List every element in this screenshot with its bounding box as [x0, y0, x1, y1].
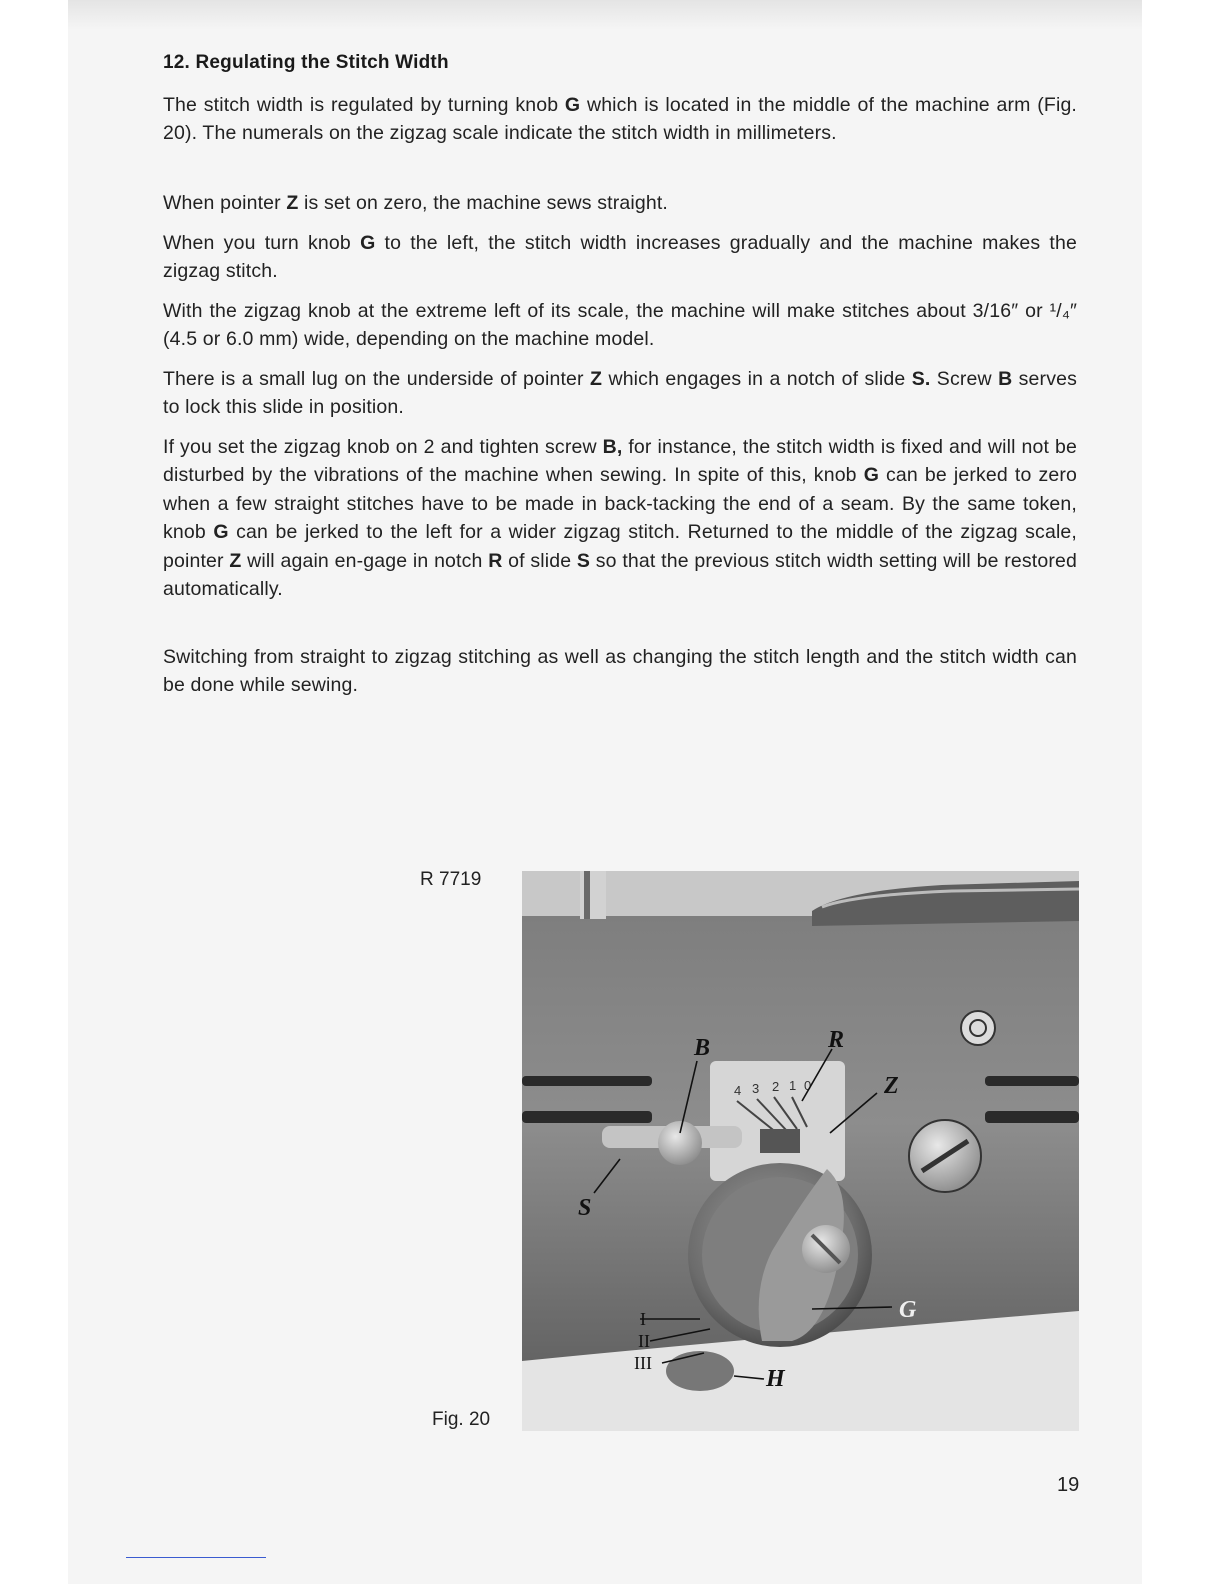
callout-iii: III — [634, 1353, 652, 1373]
scale-numeral-3: 3 — [752, 1081, 760, 1096]
scale-numeral-2: 2 — [772, 1079, 780, 1094]
screw-b — [658, 1121, 702, 1165]
paragraph: When pointer Z is set on zero, the machine sews straight. — [163, 192, 668, 214]
callout-h: H — [766, 1366, 785, 1392]
scale-numeral-4: 4 — [734, 1083, 742, 1098]
scale-numeral-0: 0 — [804, 1078, 812, 1093]
callout-i: I — [640, 1309, 646, 1329]
callout-g: G — [899, 1297, 917, 1323]
paragraph: Switching from straight to zigzag stitching as well as changing the stitch length and the stitch width can be done while sewing. — [163, 646, 1077, 697]
paragraph: If you set the zigzag knob on 2 and tighten screw B, for instance, the stitch width is fixed and will not be disturbed by the vibrations of the machine when sewing. In spite of this, knob G can be jerked to zero when a few straight stitches have to be made in back-tacking the end of a seam. By the same token, knob G can be jerked to the left for a wider zigzag stitch. Returned to the middle of the zigzag scale, pointer Z will again en-gage in notch R of slide S so that the previous stitch width setting will be restored automatically. — [163, 436, 1078, 601]
footer-rule — [126, 1557, 266, 1558]
callout-r: R — [828, 1027, 845, 1053]
callout-ii: II — [638, 1331, 650, 1351]
figure-photo-sewing-machine-arm — [522, 871, 1079, 1431]
paragraph: There is a small lug on the underside of pointer Z which engages in a notch of slide S. Screw B serves to lock this slide in position. — [163, 368, 1077, 419]
paragraph: The stitch width is regulated by turning knob G which is located in the middle of the machine arm (Fig. 20). The numerals on the zigzag scale indicate the stitch width in millimeters. — [163, 94, 1078, 145]
paragraph: When you turn knob G to the left, the stitch width increases gradually and the machine makes the zigzag stitch. — [163, 232, 1077, 283]
page-top-shadow — [68, 0, 1142, 30]
section-heading: 12. Regulating the Stitch Width — [163, 52, 449, 73]
callout-z: Z — [884, 1073, 899, 1099]
figure-reference-code: R 7719 — [420, 869, 482, 890]
paragraph: With the zigzag knob at the extreme left of its scale, the machine will make stitches about 3/16″ or ¹/₄″ (4.5 or 6.0 mm) wide, depending on the machine model. — [163, 300, 1077, 351]
callout-b: B — [694, 1035, 711, 1061]
callout-s: S — [578, 1195, 592, 1221]
scale-numeral-1: 1 — [789, 1078, 797, 1093]
figure-caption: Fig. 20 — [432, 1409, 491, 1430]
page-number: 19 — [1057, 1474, 1080, 1496]
